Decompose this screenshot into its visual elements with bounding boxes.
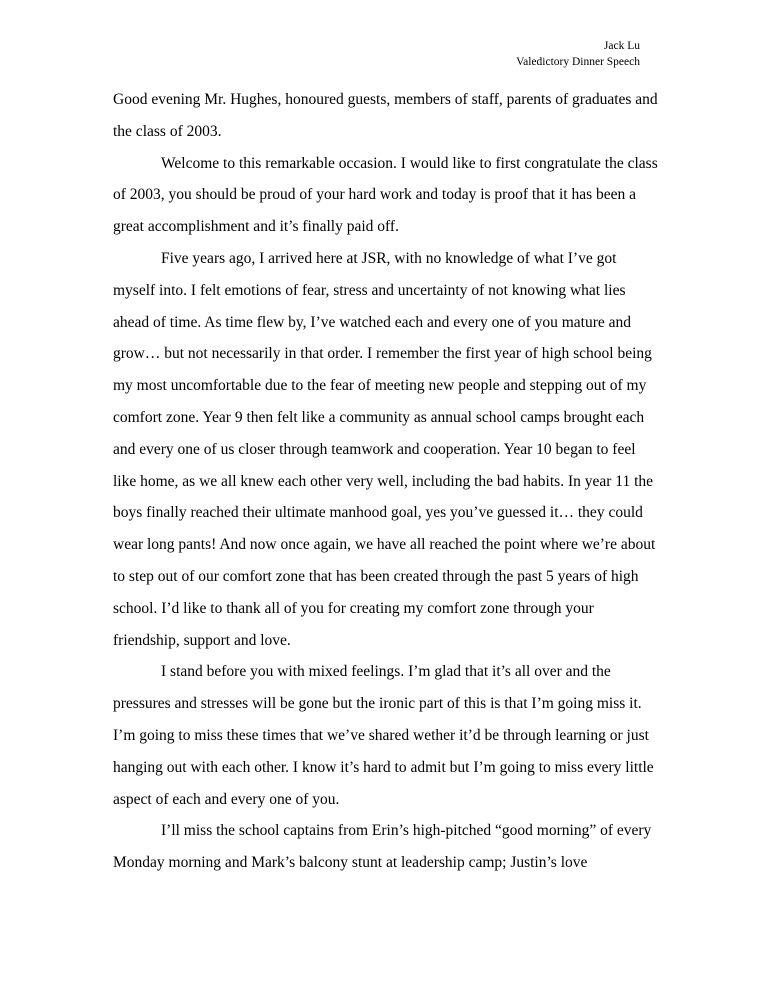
paragraph-school-captains: I’ll miss the school captains from Erin’s high-pitched “good morning” of every Monday morning and Mark’s balcony stunt at leadership camp; Justin’s love <box>113 822 652 872</box>
paragraph-five-years-ago: Five years ago, I arrived here at JSR, with no knowledge of what I’ve got myself into. I felt emotions of fear, stress and uncertainty of not knowing what lies ahead of time. As time flew by, I’ve watched each and every one of you mature and grow… but not necessarily in that order. I remember the first year of high school being my most uncomfortable due to the fear of meeting new people and stepping out of my comfort zone. Year 9 then felt like a community as annual school camps brought each and every one of us closer through teamwork and cooperation. Year 10 began to feel like home, as we all knew each other very well, including the bad habits. In year 11 the boys finally reached their ultimate manhood goal, yes you’ve guessed it… they could wear long pants! And now once again, we have all reached the point where we’re about to step out of our comfort zone that has been created through the past 5 years of high school. I’d like to thank all of you for creating my comfort zone through your friendship, support and love. <box>113 249 656 649</box>
header-author: Jack Lu <box>603 40 640 52</box>
page-header <box>516 38 640 70</box>
paragraph-mixed-feelings: I stand before you with mixed feelings. I’m glad that it’s all over and the pressures and stresses will be gone but the ironic part of this is that I’m going miss it. I’m going to miss these times that we’ve shared wether it’d be through learning or just hanging out with each other. I know it’s hard to admit but I’m going to miss every little aspect of each and every one of you. <box>113 663 654 808</box>
header-title: Valedictory Dinner Speech <box>516 56 640 68</box>
paragraph-greeting: Good evening Mr. Hughes, honoured guests, members of staff, parents of graduates and the class of 2003. <box>113 91 658 140</box>
paragraph-welcome: Welcome to this remarkable occasion. I would like to first congratulate the class of 2003, you should be proud of your hard work and today is proof that it has been a great accomplishment and it’s finally paid off. <box>113 154 658 236</box>
speech-body <box>113 84 661 879</box>
